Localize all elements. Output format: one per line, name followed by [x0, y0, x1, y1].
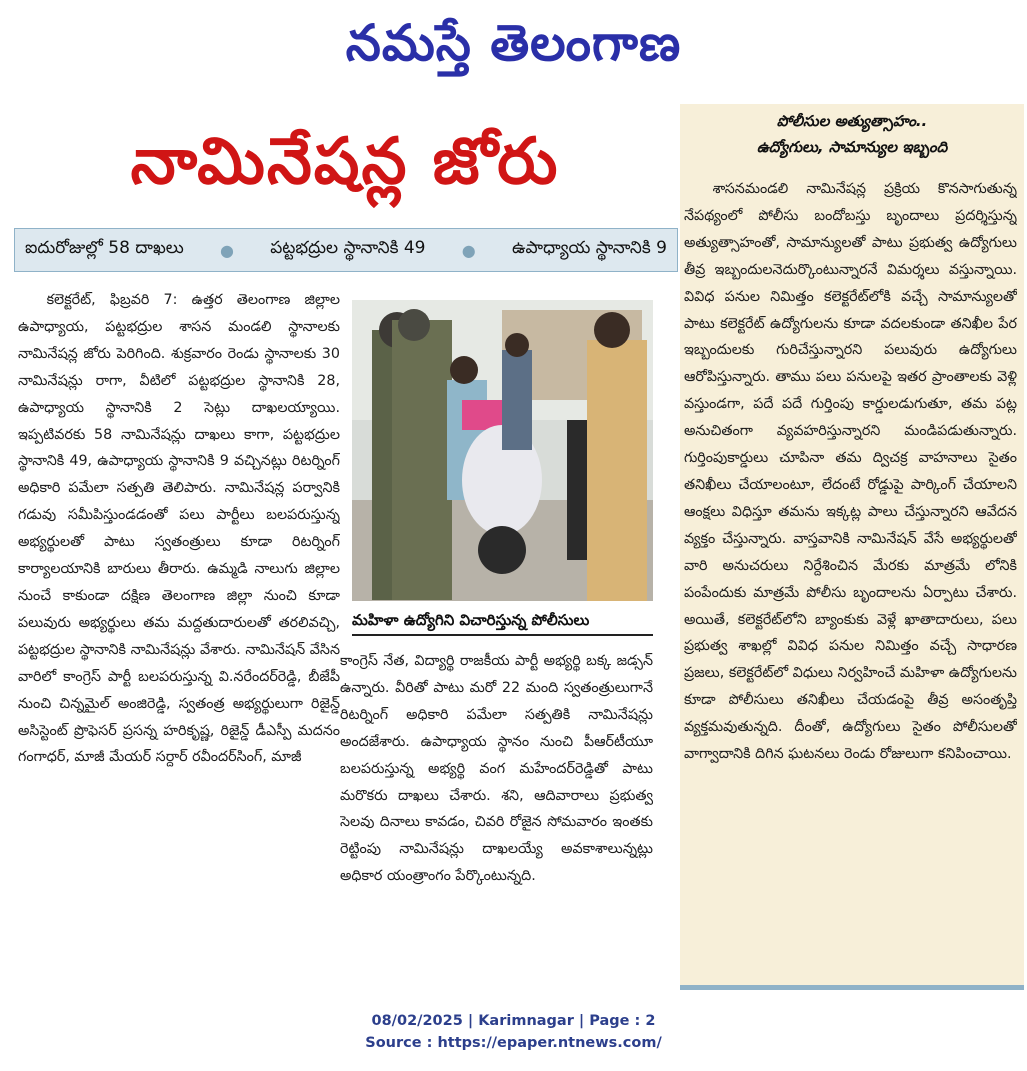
photo-illustration [352, 300, 653, 601]
article-column-left [18, 287, 340, 987]
sidebar-body-text: శాసనమండలి నామినేషన్ల ప్రక్రియ కొనసాగుతున్న నేపథ్యంలో పోలీసు బందోబస్తు బృందాలు ప్రదర్శిస్తున్న అత్యుత్సాహంతో, సామాన్యులతో పాటు ప్రభుత్వ ఉద్యోగులు తీవ్ర ఇబ్బందులనెదుర్కొంటున్నారనే విమర్శలు వస్తున్నాయి. వివిధ పనుల నిమిత్తం కలెక్టరేట్‌లోకి వచ్చే సామాన్యులతో పాటు కలెక్టరేట్ ఉద్యోగులను కూడా వదలకుండా తనిఖీల పేర ఇబ్బందులకు గురిచేస్తున్నారని పలువురు ఉద్యోగులు ఆరోపిస్తున్నారు. తాము పలు పనులపై ఇతర ప్రాంతాలకు వెళ్లి వస్తుండగా, పదే పదే గుర్తింపు కార్డులడుగుతూ, తమ పట్ల అనుచితంగా వ్యవహరిస్తున్నారని మండిపడుతున్నారు. గుర్తింపుకార్డులు చూపినా తమ ద్విచక్ర వాహనాలు సైతం తనిఖీలు చేయాలంటూ, లేదంటే రోడ్డుపై పార్కింగ్ చేయాలని ఆంక్షలు విధిస్తూ తమను ఇక్కట్ల పాలు చేస్తున్నారని ఆవేదన వ్యక్తం చేస్తున్నారు. వాస్తవానికి నామినేషన్ వేసే అభ్యర్థులతో వారి అనుచరులు నిర్దేశించిన మేరకు మాత్రమే లోనికి పంపేందుకు మాత్రమే పోలీసు బృందాలను ఏర్పాటు చేశారు. అయితే, కలెక్టరేట్‌లోని బ్యాంకుకు వెళ్లే ఖాతాదారులు, పలు ప్రభుత్వ శాఖల్లో వివిధ పనుల నిమిత్తం వచ్చే సాధారణ ప్రజలు, కలెక్టరేట్‌లో విధులు నిర్వహించే మహిళా ఉద్యోగులను కూడా పోలీసులు తనిఖీలు చేయడంపై తీవ్ర అసంతృప్తి వ్యక్తమవుతున్నది. దీంతో, ఉద్యోగులు సైతం పోలీసులతో వాగ్వాదానికి దిగిన ఘటనలు రెండు రోజులుగా కనిపించాయి. [684, 181, 1017, 763]
footer-source[interactable]: Source : https://epaper.ntnews.com/ [365, 1035, 662, 1051]
masthead [0, 4, 1027, 84]
news-photo [352, 300, 653, 601]
bullet-separator: ● [219, 240, 234, 260]
sidebar-body [684, 176, 1017, 976]
subhead-bar [14, 228, 678, 272]
article-body-left: కలెక్టరేట్, ఫిబ్రవరి 7: ఉత్తర తెలంగాణ జిల్లాల ఉపాధ్యాయ, పట్టభద్రుల శాసన మండలి స్థానాలకు నామినేషన్ల జోరు పెరిగింది. శుక్రవారం రెండు స్థానాలకు 30 నామినేషన్లు రాగా, వీటిలో పట్టభద్రుల స్థానానికి 28, ఉపాధ్యాయ స్థానానికి 2 సెట్లు దాఖలయ్యాయి. ఇప్పటివరకు 58 నామినేషన్లు దాఖలు కాగా, పట్టభద్రుల స్థానానికి 49, ఉపాధ్యాయ స్థానానికి 9 వచ్చినట్లు రిటర్నింగ్ అధికారి పమేలా సత్పతి తెలిపారు. నామినేషన్ల పర్వానికి గడువు సమీపిస్తుండడంతో పలు పార్టీలు బలపరుస్తున్న అభ్యర్థులతో పాటు స్వతంత్రులు కూడా రిటర్నింగ్ కార్యాలయానికి బారులు తీరారు. ఉమ్మడి నాలుగు జిల్లాల నుంచే కాకుండా దక్షిణ తెలంగాణ జిల్లా నుంచి కూడా పలువురు అభ్యర్థులు తమ మద్దతుదారులతో తరలివచ్చి, పట్టభద్రుల స్థానానికి నామినేషన్లు వేశారు. నామినేషన్ వేసిన వారిలో కాంగ్రెస్ పార్టీ బలపరుస్తున్న వి.నరేందర్‌రెడ్డి, బీజేపీ నుంచి చిన్నమైల్ అంజిరెడ్డి, స్వతంత్ర అభ్యర్థులుగా రిజైన్డ్ అసిస్టెంట్ ప్రొఫెసర్ ప్రసన్న హరికృష్ణ, రిజైన్డ్ డీఎస్పీ మదనం గంగాధర్, మాజీ మేయర్ సర్దార్ రవీందర్‌సింగ్, మాజీ [18, 292, 340, 766]
article-column-middle [340, 648, 653, 988]
footer-edition-info: 08/02/2025 | Karimnagar | Page : 2 [371, 1013, 656, 1029]
photo-caption: మహిళా ఉద్యోగిని విచారిస్తున్న పోలీసులు [352, 604, 653, 636]
subhead-item: ఉపాధ్యాయ స్థానానికి 9 [511, 238, 667, 258]
headline [14, 110, 676, 214]
bullet-separator: ● [461, 240, 476, 260]
sidebar-title-line2: ఉద్యోగులు, సామాన్యుల ఇబ్బంది [756, 138, 948, 156]
sidebar-title-line1: పోలీసుల అత్యుత్సాహం.. [776, 112, 928, 130]
masthead-title: నమస్తే తెలంగాణ [345, 14, 682, 72]
subhead-item: పట్టభద్రుల స్థానానికి 49 [270, 238, 426, 258]
footer [0, 1010, 1027, 1054]
sidebar-heading [680, 108, 1024, 168]
article-body-middle: కాంగ్రెస్ నేత, విద్యార్థి రాజకీయ పార్టీ అభ్యర్థి బక్క జడ్సన్ ఉన్నారు. వీరితో పాటు మరో 22 మంది స్వతంత్రులుగానే రిటర్నింగ్ అధికారి పమేలా సత్పతికి నామినేషన్లు అందజేశారు. ఉపాధ్యాయ స్థానం నుంచి పీఆర్‌టీయూ బలపరుస్తున్న అభ్యర్థి వంగ మహేందర్‌రెడ్డితో పాటు మరొకరు దాఖలు చేశారు. శని, ఆదివారాలు ప్రభుత్వ సెలవు దినాలు కావడం, చివరి రోజైన సోమవారం ఇంతకు రెట్టింపు నామినేషన్లు దాఖలయ్యే అవకాశాలున్నట్లు అధికార యంత్రాంగం పేర్కొంటున్నది. [340, 653, 653, 885]
headline-text: నామినేషన్ల జోరు [130, 125, 560, 199]
subhead-item: ఐదురోజుల్లో 58 దాఖలు [25, 238, 184, 258]
